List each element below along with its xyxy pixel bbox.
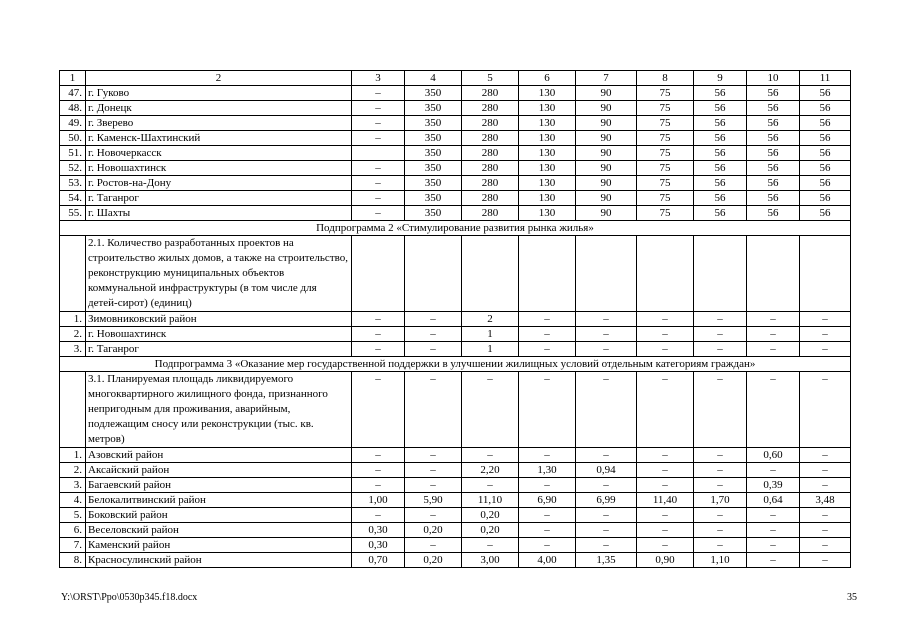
cell-value: – (352, 206, 405, 221)
cell-value: – (747, 523, 800, 538)
row-number: 4. (60, 493, 86, 508)
cell-value: – (405, 508, 462, 523)
cell-value: – (637, 372, 694, 448)
column-header: 9 (694, 71, 747, 86)
cell-value: 1 (462, 342, 519, 357)
cell-value: – (519, 342, 576, 357)
cell-empty (694, 236, 747, 312)
row-number: 6. (60, 523, 86, 538)
table-row (60, 523, 851, 538)
cell-value: 130 (519, 116, 576, 131)
cell-value: 90 (576, 176, 637, 191)
cell-value: – (800, 523, 851, 538)
cell-empty (519, 236, 576, 312)
cell-value: 56 (747, 161, 800, 176)
data-table (59, 70, 851, 568)
cell-value: 90 (576, 86, 637, 101)
cell-value: 56 (800, 131, 851, 146)
cell-value: – (800, 312, 851, 327)
table-row (60, 131, 851, 146)
row-name: г. Ростов-на-Дону (86, 176, 352, 191)
cell-value: – (576, 523, 637, 538)
cell-value: 56 (800, 191, 851, 206)
cell-value: – (405, 312, 462, 327)
cell-value: 75 (637, 176, 694, 191)
cell-value: – (694, 372, 747, 448)
row-number: 48. (60, 101, 86, 116)
cell-value: 6,90 (519, 493, 576, 508)
cell-value: – (694, 327, 747, 342)
cell-value: – (637, 508, 694, 523)
cell-empty (637, 236, 694, 312)
cell-value: 0,20 (462, 508, 519, 523)
cell-value: – (637, 538, 694, 553)
cell-value: – (519, 372, 576, 448)
row-name: г. Таганрог (86, 191, 352, 206)
cell-value: 56 (747, 206, 800, 221)
cell-value: – (576, 327, 637, 342)
cell-value: – (352, 372, 405, 448)
cell-value: – (352, 448, 405, 463)
cell-value: 56 (800, 176, 851, 191)
cell-value: 90 (576, 206, 637, 221)
cell-value: 3,48 (800, 493, 851, 508)
cell-value: 56 (800, 116, 851, 131)
cell-value: 75 (637, 191, 694, 206)
cell-value: – (747, 342, 800, 357)
cell-value: 350 (405, 161, 462, 176)
column-header: 7 (576, 71, 637, 86)
cell-value: – (637, 448, 694, 463)
cell-value: – (462, 372, 519, 448)
cell-value: 56 (800, 206, 851, 221)
cell-value: 130 (519, 131, 576, 146)
cell-value: 130 (519, 206, 576, 221)
column-header: 3 (352, 71, 405, 86)
cell-value: – (462, 478, 519, 493)
cell-value: 90 (576, 146, 637, 161)
row-number: 1. (60, 312, 86, 327)
section-title-3: Подпрограмма 3 «Оказание мер государственной поддержки в улучшении жилищных условий отдельным категориям граждан» (60, 357, 851, 372)
cell-value: – (800, 553, 851, 568)
page-number: 35 (847, 592, 857, 603)
table-row (60, 538, 851, 553)
cell-value: 56 (800, 146, 851, 161)
cell-value: – (519, 538, 576, 553)
cell-value: 56 (694, 116, 747, 131)
cell-value: 0,60 (747, 448, 800, 463)
cell-value: – (519, 508, 576, 523)
row-name: г. Донецк (86, 101, 352, 116)
cell-value: – (352, 176, 405, 191)
table-row (60, 176, 851, 191)
table-row (60, 312, 851, 327)
cell-value: – (352, 478, 405, 493)
row-number: 52. (60, 161, 86, 176)
column-header: 5 (462, 71, 519, 86)
row-number: 3. (60, 478, 86, 493)
cell-value: – (576, 508, 637, 523)
cell-value: 280 (462, 161, 519, 176)
cell-value: – (352, 508, 405, 523)
cell-value: 280 (462, 176, 519, 191)
row-name: Зимовниковский район (86, 312, 352, 327)
table-row (60, 493, 851, 508)
footer-file-path: Y:\ORST\Ppo\0530p345.f18.docx (61, 592, 198, 603)
cell-value: – (352, 161, 405, 176)
cell-value: 56 (747, 191, 800, 206)
cell-value: – (637, 463, 694, 478)
cell-value: – (747, 463, 800, 478)
table-row (60, 206, 851, 221)
indicator-2-1: 2.1. Количество разработанных проектов на строительство жилых домов, а также на строительство, реконструкцию муниципальных объектов коммунальной инфраструктуры (в том числе для детей-сирот) (единиц) (86, 236, 352, 312)
cell-value: – (694, 478, 747, 493)
cell-empty (462, 236, 519, 312)
table-row (60, 161, 851, 176)
cell-value: 90 (576, 161, 637, 176)
row-name: Боковский район (86, 508, 352, 523)
row-number: 55. (60, 206, 86, 221)
cell-value: – (519, 478, 576, 493)
cell-value: – (694, 508, 747, 523)
row-number: 8. (60, 553, 86, 568)
cell-value: 75 (637, 86, 694, 101)
table-row (60, 508, 851, 523)
cell-value: – (576, 538, 637, 553)
cell-value: 130 (519, 86, 576, 101)
cell-value: 56 (694, 206, 747, 221)
cell-value: – (800, 538, 851, 553)
cell-value: 280 (462, 146, 519, 161)
row-number: 51. (60, 146, 86, 161)
cell-value: 130 (519, 176, 576, 191)
cell-empty (747, 236, 800, 312)
cell-value: – (747, 312, 800, 327)
cell-value: – (637, 327, 694, 342)
cell-value: – (576, 312, 637, 327)
cell-value: – (576, 372, 637, 448)
row-number: 47. (60, 86, 86, 101)
cell-value: 350 (405, 176, 462, 191)
cell-value: 11,40 (637, 493, 694, 508)
cell-value: 1,70 (694, 493, 747, 508)
cell-value: 0,30 (352, 538, 405, 553)
cell-value: – (405, 463, 462, 478)
cell-value: – (405, 372, 462, 448)
row-name: г. Таганрог (86, 342, 352, 357)
cell-value: 350 (405, 86, 462, 101)
cell-value: 56 (694, 131, 747, 146)
cell-value: 2,20 (462, 463, 519, 478)
cell-empty (405, 236, 462, 312)
cell-value: – (694, 463, 747, 478)
cell-value: 280 (462, 191, 519, 206)
cell-value: – (462, 448, 519, 463)
cell-value: 56 (747, 101, 800, 116)
cell-value: – (694, 523, 747, 538)
cell-value: 75 (637, 116, 694, 131)
column-header: 10 (747, 71, 800, 86)
cell-value: – (747, 508, 800, 523)
cell-value: – (576, 478, 637, 493)
cell-value: 56 (694, 176, 747, 191)
cell-value: 56 (694, 191, 747, 206)
column-header: 1 (60, 71, 86, 86)
cell-value: 56 (800, 161, 851, 176)
cell-value: 56 (800, 86, 851, 101)
cell-value: – (519, 523, 576, 538)
cell-value: 1,30 (519, 463, 576, 478)
cell-value: 1,35 (576, 553, 637, 568)
cell-value: – (519, 327, 576, 342)
cell-value: 56 (694, 86, 747, 101)
cell-value: 4,00 (519, 553, 576, 568)
cell-value: – (694, 342, 747, 357)
cell-value: – (352, 116, 405, 131)
cell-value: 75 (637, 161, 694, 176)
cell-value: – (352, 312, 405, 327)
table-row (60, 116, 851, 131)
column-header: 11 (800, 71, 851, 86)
cell-value: 350 (405, 101, 462, 116)
cell-value: – (405, 327, 462, 342)
cell-value: 130 (519, 101, 576, 116)
row-name: г. Зверево (86, 116, 352, 131)
cell-value: – (694, 448, 747, 463)
cell-value (352, 146, 405, 161)
column-header: 8 (637, 71, 694, 86)
cell-value: 130 (519, 161, 576, 176)
table-row (60, 342, 851, 357)
table-row (60, 146, 851, 161)
cell-value: 1,10 (694, 553, 747, 568)
column-header: 6 (519, 71, 576, 86)
cell-value: 280 (462, 101, 519, 116)
cell-value: 1 (462, 327, 519, 342)
cell-value: – (637, 523, 694, 538)
table-row (60, 448, 851, 463)
cell-value: – (747, 553, 800, 568)
row-name: Азовский район (86, 448, 352, 463)
cell-value: 280 (462, 116, 519, 131)
cell-value: 350 (405, 191, 462, 206)
cell-value: 56 (694, 161, 747, 176)
cell-value: 280 (462, 86, 519, 101)
indicator-row (60, 236, 851, 312)
indicator-row (60, 372, 851, 448)
row-number-empty (60, 372, 86, 448)
row-name: Красносулинский район (86, 553, 352, 568)
cell-value: 130 (519, 146, 576, 161)
cell-value: 0,94 (576, 463, 637, 478)
cell-value: – (694, 312, 747, 327)
cell-value: 75 (637, 101, 694, 116)
row-number: 54. (60, 191, 86, 206)
cell-value: 0,20 (405, 523, 462, 538)
cell-value: 0,64 (747, 493, 800, 508)
cell-value: 56 (747, 116, 800, 131)
row-name: г. Новочеркасск (86, 146, 352, 161)
cell-value: – (800, 448, 851, 463)
cell-value: – (800, 508, 851, 523)
row-name: Багаевский район (86, 478, 352, 493)
cell-value: – (405, 478, 462, 493)
row-name: г. Гуково (86, 86, 352, 101)
cell-value: – (637, 342, 694, 357)
cell-value: 75 (637, 206, 694, 221)
cell-value: 90 (576, 116, 637, 131)
cell-value: – (352, 101, 405, 116)
cell-value: – (800, 463, 851, 478)
cell-value: 130 (519, 191, 576, 206)
cell-value: – (576, 448, 637, 463)
cell-value: 90 (576, 191, 637, 206)
cell-value: 280 (462, 131, 519, 146)
cell-value: – (800, 342, 851, 357)
table-row (60, 327, 851, 342)
cell-value: 56 (694, 146, 747, 161)
table-row (60, 191, 851, 206)
cell-value: 0,39 (747, 478, 800, 493)
table-body (60, 71, 851, 568)
cell-value: – (405, 342, 462, 357)
cell-value: – (800, 478, 851, 493)
cell-value: – (352, 327, 405, 342)
cell-value: 75 (637, 146, 694, 161)
table-row (60, 101, 851, 116)
cell-value: – (352, 191, 405, 206)
row-name: Каменский район (86, 538, 352, 553)
cell-value: 6,99 (576, 493, 637, 508)
cell-value: – (576, 342, 637, 357)
row-number: 7. (60, 538, 86, 553)
section-title-3-row (60, 357, 851, 372)
row-name: г. Новошахтинск (86, 327, 352, 342)
row-number: 3. (60, 342, 86, 357)
row-name: г. Каменск-Шахтинский (86, 131, 352, 146)
cell-empty (576, 236, 637, 312)
cell-value: 350 (405, 206, 462, 221)
cell-value: – (352, 131, 405, 146)
row-name: Аксайский район (86, 463, 352, 478)
cell-value: – (352, 86, 405, 101)
cell-value: 0,90 (637, 553, 694, 568)
cell-value: 56 (747, 146, 800, 161)
cell-value: – (637, 478, 694, 493)
cell-value: – (405, 538, 462, 553)
cell-value: 1,00 (352, 493, 405, 508)
header-row (60, 71, 851, 86)
cell-value: 2 (462, 312, 519, 327)
cell-value: 350 (405, 116, 462, 131)
cell-value: 5,90 (405, 493, 462, 508)
row-name: г. Новошахтинск (86, 161, 352, 176)
row-number: 2. (60, 463, 86, 478)
cell-value: 0,70 (352, 553, 405, 568)
table-row (60, 86, 851, 101)
cell-value: 0,20 (405, 553, 462, 568)
cell-value: – (405, 448, 462, 463)
table-row (60, 553, 851, 568)
cell-empty (352, 236, 405, 312)
cell-value: 56 (747, 86, 800, 101)
cell-value: 75 (637, 131, 694, 146)
indicator-3-1: 3.1. Планируемая площадь ликвидируемого многоквартирного жилищного фонда, признанного непригодным для проживания, аварийным, подлежащим сносу или реконструкции (тыс. кв. метров) (86, 372, 352, 448)
row-name: Белокалитвинский район (86, 493, 352, 508)
row-name: Веселовский район (86, 523, 352, 538)
cell-value: – (694, 538, 747, 553)
row-name: г. Шахты (86, 206, 352, 221)
cell-value: – (352, 463, 405, 478)
cell-value: 56 (747, 131, 800, 146)
table-row (60, 478, 851, 493)
column-header: 2 (86, 71, 352, 86)
cell-value: 90 (576, 131, 637, 146)
cell-value: 0,20 (462, 523, 519, 538)
cell-value: – (800, 372, 851, 448)
row-number: 50. (60, 131, 86, 146)
column-header: 4 (405, 71, 462, 86)
cell-value: – (747, 327, 800, 342)
row-number: 53. (60, 176, 86, 191)
cell-value: – (747, 372, 800, 448)
cell-value: 56 (800, 101, 851, 116)
section-title-2-row (60, 221, 851, 236)
cell-value: 350 (405, 146, 462, 161)
cell-value: 56 (694, 101, 747, 116)
cell-value: 280 (462, 206, 519, 221)
section-title-2: Подпрограмма 2 «Стимулирование развития рынка жилья» (60, 221, 851, 236)
cell-value: – (352, 342, 405, 357)
cell-value: – (637, 312, 694, 327)
cell-value: 56 (747, 176, 800, 191)
cell-value: – (800, 327, 851, 342)
cell-value: 0,30 (352, 523, 405, 538)
row-number: 5. (60, 508, 86, 523)
cell-value: 90 (576, 101, 637, 116)
row-number: 1. (60, 448, 86, 463)
cell-value: – (519, 448, 576, 463)
row-number-empty (60, 236, 86, 312)
cell-value: – (462, 538, 519, 553)
row-number: 2. (60, 327, 86, 342)
cell-value: 11,10 (462, 493, 519, 508)
cell-empty (800, 236, 851, 312)
cell-value: – (519, 312, 576, 327)
row-number: 49. (60, 116, 86, 131)
cell-value: 350 (405, 131, 462, 146)
cell-value: 3,00 (462, 553, 519, 568)
cell-value: – (747, 538, 800, 553)
table-row (60, 463, 851, 478)
